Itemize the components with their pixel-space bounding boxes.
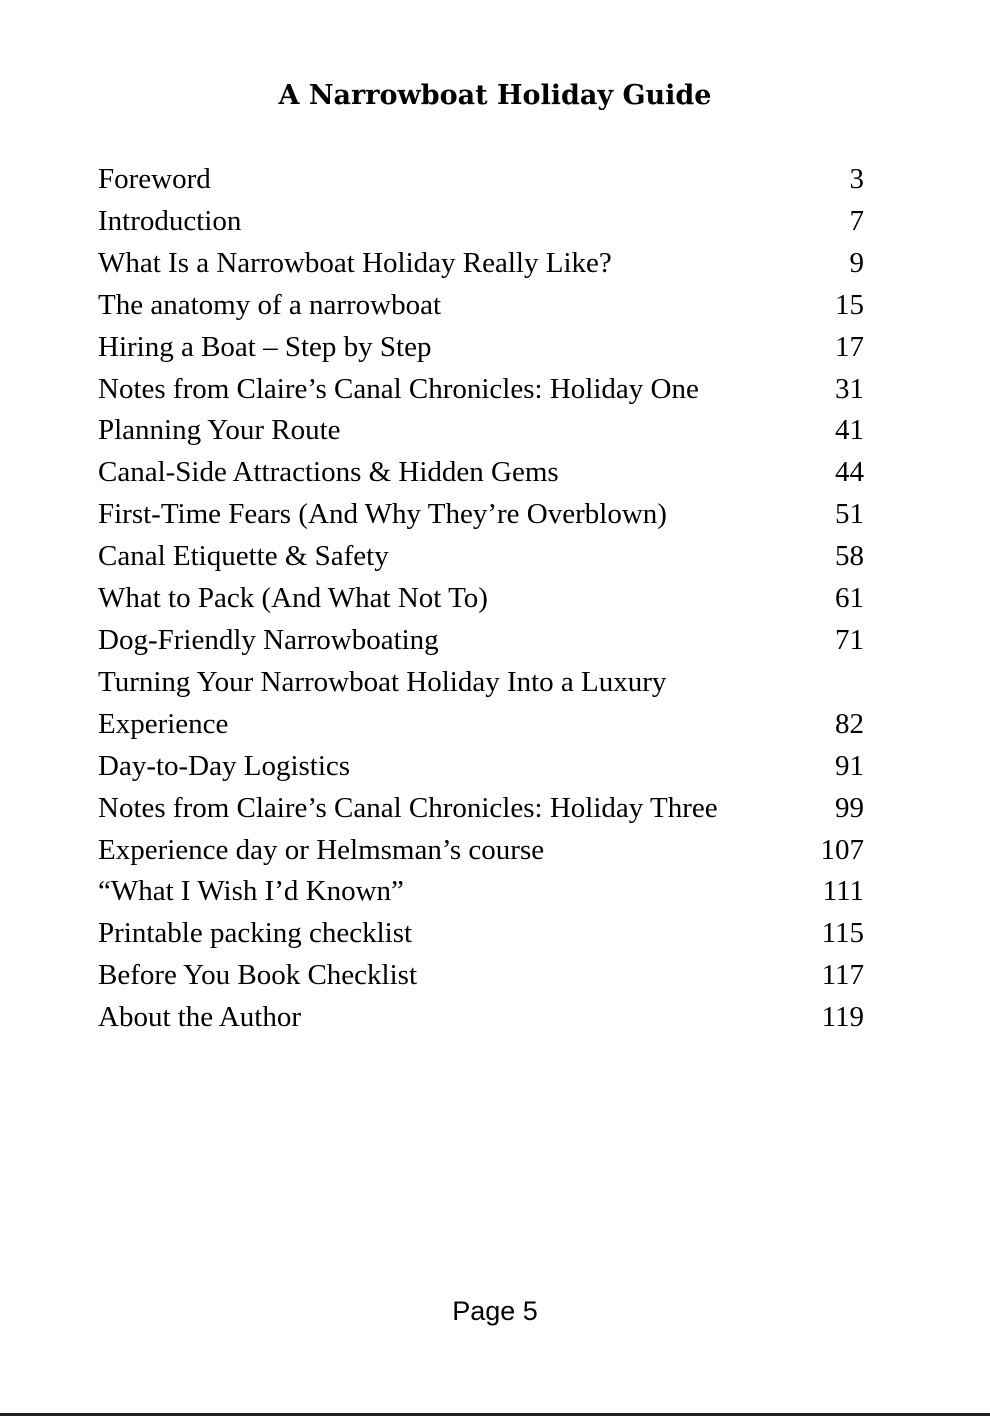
toc-entry-title: First-Time Fears (And Why They’re Overblown): [98, 498, 667, 531]
toc-entry-title: Introduction: [98, 204, 242, 237]
toc-entry-page: 3: [849, 163, 864, 195]
toc-entry-title: Printable packing checklist: [98, 917, 413, 950]
toc-entry-title: Notes from Claire’s Canal Chronicles: Holiday Three: [98, 791, 718, 824]
toc-entry-page: 119: [821, 1001, 864, 1034]
toc-entry: [98, 327, 864, 369]
toc-entry: [98, 494, 864, 536]
page-number: Page 5: [452, 1296, 538, 1326]
toc-entry-page: 7: [849, 204, 864, 237]
toc-entry: [98, 913, 864, 955]
toc-entry-page: 58: [835, 540, 864, 573]
toc-entry-page: 91: [835, 749, 864, 782]
toc-entry-page: 41: [835, 414, 864, 447]
toc-entry-title: Day-to-Day Logistics: [98, 749, 351, 782]
toc-entry-title: The anatomy of a narrowboat: [98, 288, 442, 321]
toc-entry: [98, 578, 864, 620]
toc-entry: [98, 662, 864, 746]
toc-entry-title: “What I Wish I’d Known”: [98, 875, 404, 908]
toc-entry: [98, 830, 864, 872]
toc-entry-page: 51: [835, 498, 864, 531]
toc-entry-title: Experience day or Helmsman’s course: [98, 833, 545, 866]
toc-entry-page: 82: [835, 707, 864, 740]
toc-entry: [98, 871, 864, 913]
toc-entry: [98, 955, 864, 997]
toc-entry-page: 9: [849, 246, 864, 279]
toc-entry-title: Notes from Claire’s Canal Chronicles: Holiday One: [98, 372, 699, 405]
toc-entry: [98, 410, 864, 452]
toc-entry: [98, 746, 864, 788]
toc-entry-page: 111: [822, 875, 864, 908]
toc-entry: [98, 788, 864, 830]
toc-entry-title: Hiring a Boat – Step by Step: [98, 330, 432, 363]
toc-entry-page: 99: [835, 791, 864, 824]
toc-entry-title: Dog-Friendly Narrowboating: [98, 623, 439, 656]
page-title: A Narrowboat Holiday Guide: [278, 80, 712, 111]
toc-entry-title: Canal Etiquette & Safety: [98, 540, 389, 573]
toc-entry-title: Foreword: [98, 163, 211, 195]
toc-entry: [98, 243, 864, 285]
toc-entry-title: What to Pack (And What Not To): [98, 582, 488, 615]
toc-entry-page: 115: [821, 917, 864, 950]
toc-entry-page: 44: [835, 456, 864, 489]
toc-entry: [98, 997, 864, 1039]
toc-entry: [98, 201, 864, 243]
toc-entry-title: Turning Your Narrowboat Holiday Into a Luxury Experience: [98, 665, 667, 740]
table-of-contents: [98, 159, 864, 1039]
toc-entry: [98, 452, 864, 494]
toc-entry-page: 17: [835, 330, 864, 363]
toc-entry-title: About the Author: [98, 1001, 301, 1034]
toc-entry: [98, 536, 864, 578]
toc-entry: [98, 285, 864, 327]
toc-entry: [98, 369, 864, 411]
toc-entry-title: What Is a Narrowboat Holiday Really Like?: [98, 246, 612, 279]
toc-entry-page: 117: [821, 959, 864, 992]
toc-entry: [98, 620, 864, 662]
toc-entry-page: 31: [835, 372, 864, 405]
toc-entry-title: Canal-Side Attractions & Hidden Gems: [98, 456, 559, 489]
toc-entry-page: 107: [820, 833, 864, 866]
toc-entry-page: 71: [835, 623, 864, 656]
toc-entry-page: 15: [835, 288, 864, 321]
toc-entry-page: 61: [835, 582, 864, 615]
toc-entry-title: Planning Your Route: [98, 414, 341, 447]
toc-entry: [98, 159, 864, 201]
toc-entry-title: Before You Book Checklist: [98, 959, 417, 992]
